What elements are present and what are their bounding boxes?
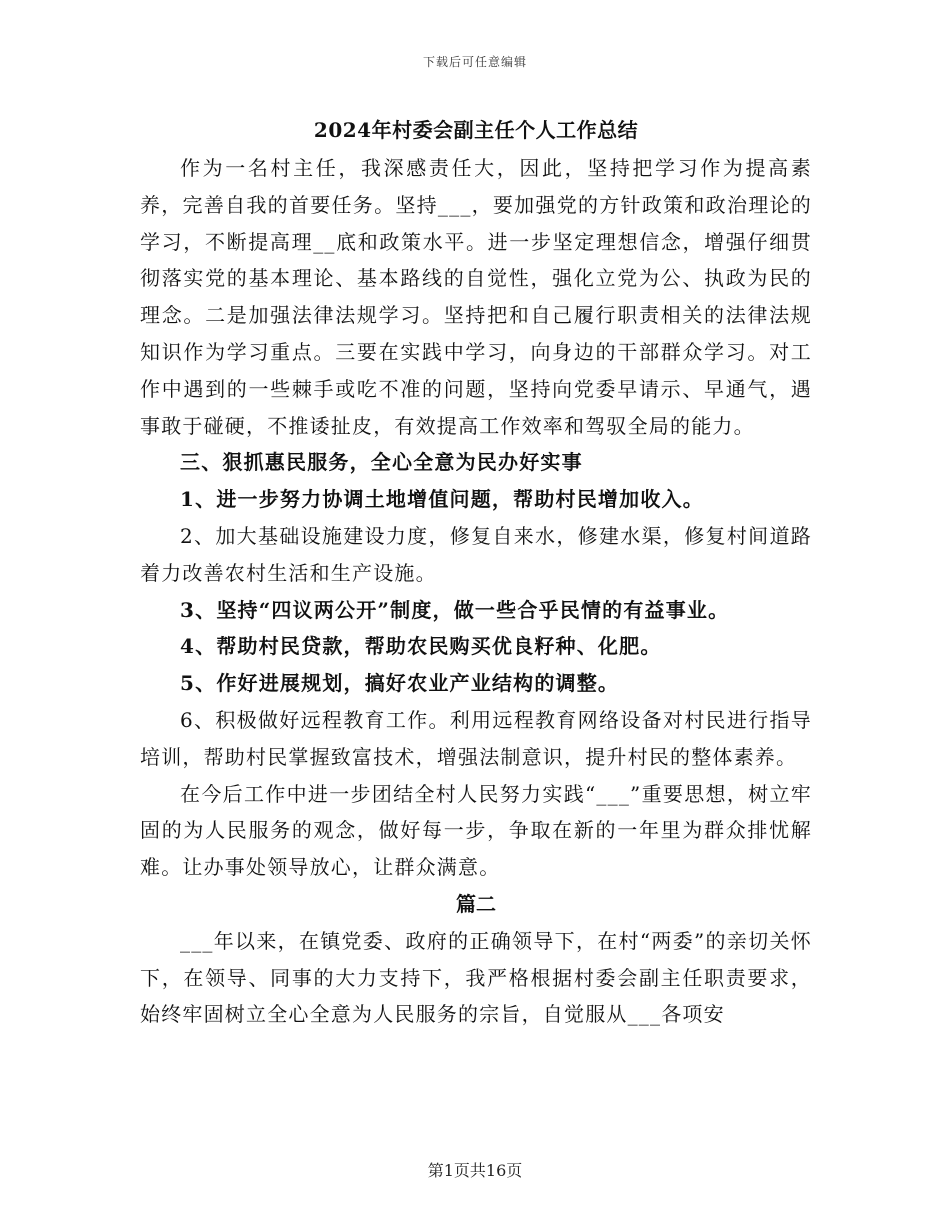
document-title: 2024年村委会副主任个人工作总结: [313, 118, 639, 142]
paragraph-future-work: 在今后工作中进一步团结全村人民努力实践“___”重要思想，树立牢固的为人民服务的观念，做好每一步，争取在新的一年里为群众排忧解难。让办事处领导放心，让群众满意。: [140, 781, 812, 880]
page-indicator: 第1页共16页: [427, 1161, 523, 1180]
paragraph-study: 作为一名村主任，我深感责任大，因此，坚持把学习作为提高素养，完善自我的首要任务。坚持___，要加强党的方针政策和政治理论的学习，不断提高理__底和政策水平。进一步坚定理想信念，增强仔细贯彻落实党的基本理论、基本路线的自觉性，强化立党为公、执政为民的理念。二是加强法律法规学习。坚持把和自己履行职责相关的法律法规知识作为学习重点。三要在实践中学习，向身边的干部群众学习。对工作中遇到的一些棘手或吃不准的问题，坚持向党委早请示、早通气，遇事敢于碰硬，不推诿扯皮，有效提高工作效率和驾驭全局的能力。: [140, 156, 812, 438]
list-item-1: 1、进一步努力协调土地增值问题，帮助村民增加收入。: [180, 487, 704, 512]
list-item-6: 6、积极做好远程教育工作。利用远程教育网络设备对村民进行指导培训，帮助村民掌握致富技术，增强法制意识，提升村民的整体素养。: [140, 707, 812, 769]
section-two-paragraph: ___年以来，在镇党委、政府的正确领导下，在村“两委”的亲切关怀下，在领导、同事的大力支持下，我严格根据村委会副主任职责要求，始终牢固树立全心全意为人民服务的宗旨，自觉服从___各项安: [140, 928, 812, 1027]
document-body: [140, 112, 812, 1033]
list-item-3: 3、坚持“四议两公开”制度，做一些合乎民情的有益事业。: [180, 597, 730, 622]
section-heading-three: 三、狠抓惠民服务，全心全意为民办好实事: [180, 450, 583, 475]
list-item-5: 5、作好进展规划，搞好农业产业结构的调整。: [180, 671, 620, 696]
list-item-2: 2、加大基础设施建设力度，修复自来水，修建水渠，修复村间道路着力改善农村生活和生产设施。: [140, 523, 812, 585]
header-note: 下载后可任意编辑: [422, 55, 527, 69]
list-item-4: 4、帮助村民贷款，帮助农民购买优良籽种、化肥。: [180, 634, 662, 659]
section-two-heading: 篇二: [456, 891, 496, 916]
